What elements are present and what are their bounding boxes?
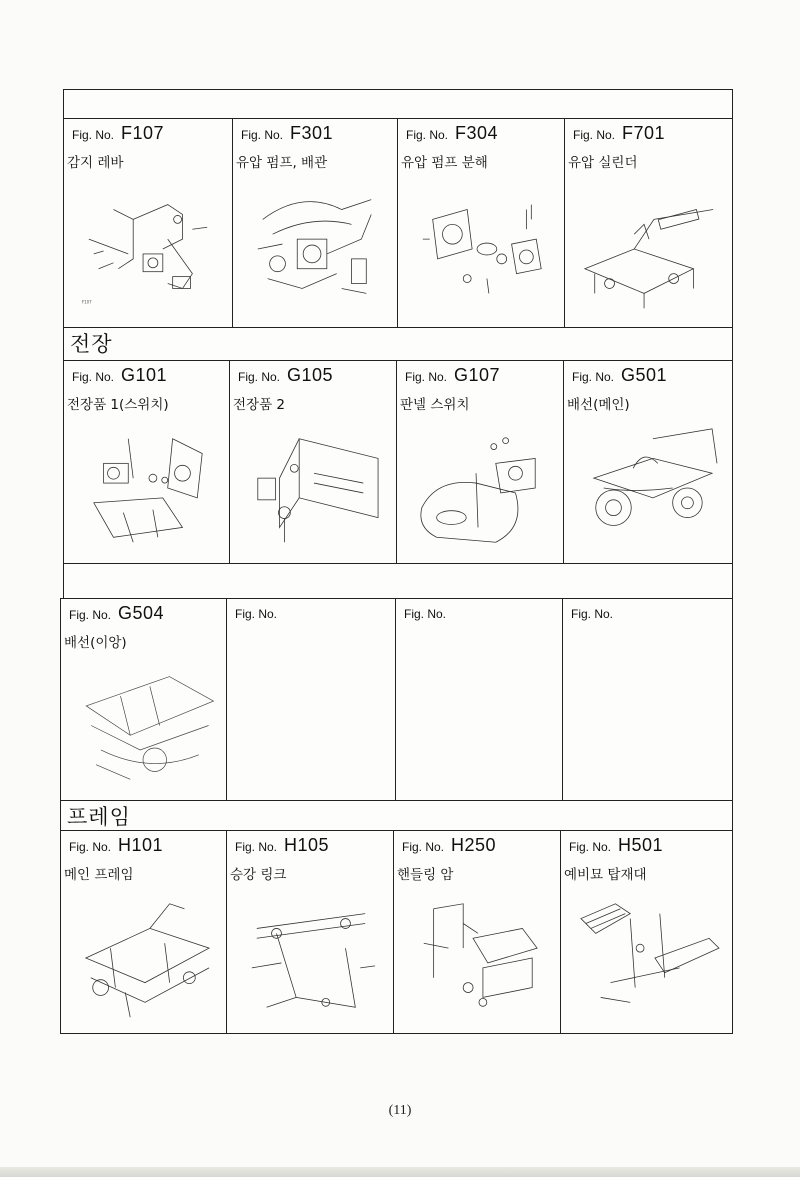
- fig-label: Fig. No.: [573, 128, 616, 142]
- fig-title: 유압 실린더: [568, 155, 638, 171]
- fig-header: [405, 365, 500, 386]
- electrical-parts-drawing: [240, 419, 386, 557]
- fig-label: Fig. No.: [571, 607, 614, 621]
- fig-label: Fig. No.: [405, 370, 448, 384]
- fig-header: [241, 123, 333, 144]
- fig-header: [238, 365, 333, 386]
- planting-wiring-drawing: [71, 657, 216, 794]
- page-number: (11): [388, 1103, 412, 1118]
- figure-cell-f701[interactable]: [564, 118, 733, 328]
- fig-label: Fig. No.: [69, 840, 112, 854]
- figure-cell-g101[interactable]: [63, 360, 230, 564]
- fig-label: Fig. No.: [569, 840, 612, 854]
- fig-header: [235, 835, 329, 856]
- section-bar-electric: [63, 327, 733, 361]
- sensing-lever-drawing: [74, 177, 222, 321]
- figure-cell-g107[interactable]: [396, 360, 564, 564]
- figure-cell-h101[interactable]: [60, 830, 227, 1034]
- figure-cell-h250[interactable]: [393, 830, 561, 1034]
- fig-title: 판넬 스위치: [400, 397, 470, 413]
- section-title: 프레임: [67, 805, 131, 829]
- fig-code: H501: [618, 835, 664, 855]
- main-frame-drawing: [71, 889, 216, 1027]
- fig-header: [571, 603, 613, 622]
- fig-title: 감지 레바: [67, 155, 124, 171]
- fig-label: Fig. No.: [406, 128, 449, 142]
- fig-code: F107: [121, 123, 165, 143]
- fig-header: [69, 835, 163, 856]
- fig-label: Fig. No.: [72, 370, 115, 384]
- fig-title: 배선(이앙): [64, 635, 127, 651]
- fig-header: [235, 603, 277, 622]
- fig-label: Fig. No.: [235, 840, 278, 854]
- figure-cell-f304[interactable]: [397, 118, 565, 328]
- electrical-switch-drawing: [74, 419, 219, 557]
- hydraulic-cylinder-drawing: [575, 177, 722, 321]
- fig-title: 배선(메인): [567, 397, 630, 413]
- fig-code: G105: [287, 365, 334, 385]
- fig-header: [406, 123, 498, 144]
- spare-seedling-rack-drawing: [571, 889, 722, 1027]
- fig-header: [69, 603, 164, 624]
- svg-text:F107: F107: [81, 299, 92, 305]
- figure-cell-empty-1[interactable]: [226, 598, 396, 801]
- fig-label: Fig. No.: [235, 607, 278, 621]
- figure-cell-g501[interactable]: [563, 360, 733, 564]
- fig-label: Fig. No.: [69, 608, 112, 622]
- figure-cell-h501[interactable]: [560, 830, 733, 1034]
- figure-cell-f301[interactable]: [232, 118, 398, 328]
- fig-label: Fig. No.: [404, 607, 447, 621]
- fig-header: [569, 835, 663, 856]
- fig-code: F304: [455, 123, 499, 143]
- fig-header: [72, 365, 167, 386]
- fig-label: Fig. No.: [72, 128, 115, 142]
- fig-header: [573, 123, 665, 144]
- lift-link-drawing: [237, 889, 383, 1027]
- fig-title: 전장품 2: [233, 397, 286, 413]
- top-header-bar: [63, 89, 733, 119]
- fig-code: G101: [121, 365, 168, 385]
- hydraulic-pump-piping-drawing: [243, 177, 387, 321]
- fig-code: H101: [118, 835, 164, 855]
- figure-cell-f107[interactable]: [63, 118, 233, 328]
- blank-section-bar: [63, 563, 733, 599]
- fig-code: G501: [621, 365, 668, 385]
- figure-cell-empty-3[interactable]: [562, 598, 733, 801]
- figure-cell-g105[interactable]: [229, 360, 397, 564]
- fig-code: H250: [451, 835, 497, 855]
- scan-edge: [0, 1167, 800, 1177]
- fig-title: 메인 프레임: [64, 867, 134, 883]
- figure-cell-h105[interactable]: [226, 830, 394, 1034]
- fig-title: 유압 펌프 분해: [401, 155, 488, 171]
- panel-switch-drawing: [407, 419, 553, 557]
- fig-code: F301: [290, 123, 334, 143]
- fig-header: [404, 603, 446, 622]
- fig-label: Fig. No.: [238, 370, 281, 384]
- fig-label: Fig. No.: [402, 840, 445, 854]
- main-wiring-drawing: [574, 419, 722, 557]
- section-bar-frame: [60, 800, 733, 831]
- fig-title: 예비묘 탑재대: [564, 867, 647, 883]
- fig-label: Fig. No.: [572, 370, 615, 384]
- fig-code: G107: [454, 365, 501, 385]
- handling-arm-drawing: [404, 889, 550, 1027]
- fig-label: Fig. No.: [241, 128, 284, 142]
- fig-title: 유압 펌프, 배관: [236, 155, 328, 171]
- figure-cell-g504[interactable]: [60, 598, 227, 801]
- fig-header: [402, 835, 496, 856]
- fig-header: [572, 365, 667, 386]
- fig-header: [72, 123, 164, 144]
- hydraulic-pump-disassembly-drawing: [408, 177, 554, 321]
- fig-code: G504: [118, 603, 165, 623]
- fig-title: 핸들링 암: [397, 867, 454, 883]
- figure-cell-empty-2[interactable]: [395, 598, 563, 801]
- fig-title: 승강 링크: [230, 867, 287, 883]
- fig-title: 전장품 1(스위치): [67, 397, 169, 413]
- fig-code: F701: [622, 123, 666, 143]
- section-title: 전장: [70, 332, 113, 356]
- fig-code: H105: [284, 835, 330, 855]
